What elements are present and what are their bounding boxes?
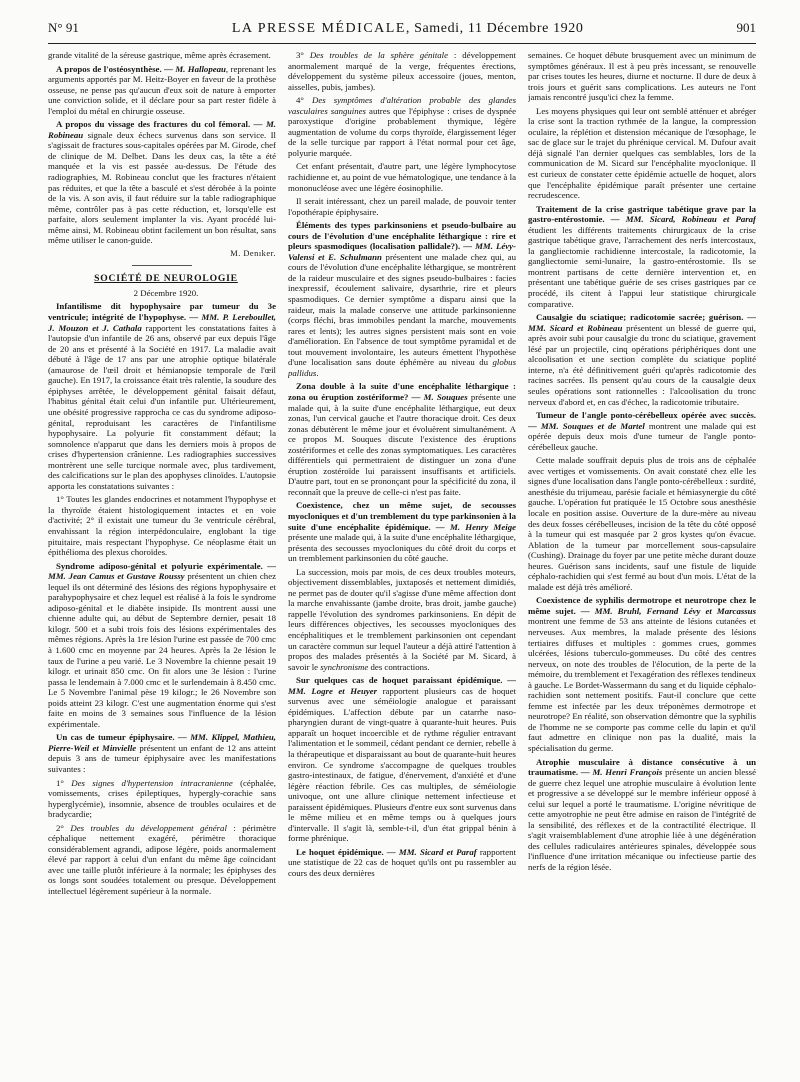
- report-title: Infantilisme dit hypophysaire par tumeur du 3e ventricule; intégrité de l'hypophyse.: [48, 301, 276, 323]
- report-body: rapportent plusieurs cas de hoquet survenus avec une séméiologie analogue et paraissant épidémiques. L'affection débute par un catarrhe naso-pharyngien durant de vingt-quatre à quarante-huit heures. Puis apparaît un hoquet incoercible et de rythme régulier entravant l'alimentation et le sommeil, cédant pendant ce dernier, rebelle à la thérapeutique et disparaissant au bout de quarante-huit heures environ. Ce syndrome s'accompagne de quelques troubles gastro-intestinaux, de fatigue, d'énervement, d'anxiété et d'une légère réaction fébrile. Ces cas multiples, de séméiologie univoque, ont une allure clinique nettement infectieuse et paraissent épidémiques. Plusieurs d'entre eux sont survenus dans le même milieu et en même temps ou à quelques jours d'intervalle. Il s'agit là, semble-t-il, d'un état grippal bénin à forme phrénique.: [288, 685, 516, 844]
- report-title: Syndrome adiposo-génital et polyurie expérimentale.: [56, 560, 263, 571]
- report-body: présente une malade qui, à la suite d'une encéphalite léthargique, eut deux zonas, l'un cervical gauche et l'autre thoracique droit. Ces deux zonas débutèrent le même jour et évoluèrent simultanément. A ce propos M. Souques discute l'existence des éruptions zostériformes et celle des zonas symptomatiques. Les caractères différentiels qui permettraient de distinguer un zona d'une éruption zostéroïde lui paraissent insuffisants et artificiels. D'autre part, tout en se prononçant pour la spécificité du zona, il reconnaît que la preuve de celle-ci n'est pas faite.: [288, 391, 516, 497]
- issue-date: , Samedi, 11 Décembre 1920: [405, 21, 584, 36]
- paragraph-text: La succession, mois par mois, de ces deux troubles moteurs, objectivement dissemblables, juxtaposés et nettement dimidiés, ne permet pas de douter qu'il s'agisse d'une même affection dont la marche envahissante (jambe droite, bras droit, jambe gauche) rappelle l'évolution des syndromes parkinsoniens. En dépit de leurs différences objectives, les secousses myocloniques des encéphalitiques et le tremblement parkinsonien ont cependant un caractère commun sur lequel l'auteur a déjà attiré l'attention à propos des malades présentés à la Société par M. Sicard, à savoir le: [288, 566, 516, 672]
- report-body: présentent un enfant de 12 ans atteint depuis 3 ans de tumeur épiphysaire avec les manifestations suivantes :: [48, 742, 276, 774]
- paragraph: 1° Toutes les glandes endocrines et notamment l'hypophyse et la thyroïde étaient histologiquement intactes et en voie d'activité; 2° il existait une tumeur du 3e ventricule cérébral, envahissant la région interpédonculaire, englobant la tige pituitaire, mais respectant l'hypophyse. Ce néoplasme était un épithélioma des plexus choroïdes.: [48, 494, 276, 558]
- report-body: montrent une malade qui est opérée depuis deux mois d'une tumeur de l'angle ponto-cérébelleux gauche.: [528, 420, 756, 452]
- report-adiposo-genital: [48, 561, 276, 730]
- report-title: Causalgie du sciatique; radicotomie sacrée; guérison.: [536, 312, 744, 323]
- report-author: — MM. Sicard et Paraf: [383, 846, 477, 857]
- report-body: rapportent une statistique de 22 cas de hoquet qu'ils ont pu rassembler au cours des deux dernières: [288, 846, 516, 879]
- section-date: 2 Décembre 1920.: [133, 287, 199, 298]
- report-body: présentent un blessé de guerre qui, après avoir subi pour causalgie du tronc du sciatique, gravement lésé par un projectile, cinq opérations périphériques dont une alcoolisation et une section complète du sciatique poplité interne, n'a été définitivement guéri qu'après radicotomie des racines sacrées. Ils pensent qu'au cours de la causalgie deux seules opérations sont rationnelles : l'alcoolisation du tronc nerveux d'abord et, en cas d'échec, la radicotomie tributaire.: [528, 322, 756, 407]
- paragraph-end: des contractions.: [368, 661, 430, 672]
- column-2: [288, 50, 516, 1072]
- issue-number: N° 91: [48, 20, 79, 35]
- report-causalgie: [528, 312, 756, 407]
- report-body: rapportent les constatations faites à l'autopsie d'un infantile de 26 ans, observé par eux depuis l'âge de 20 ans et présenté à la Société en 1917. La maladie avait débuté à l'âge de 17 ans par une atrophie optique bilatérale (amaurose de l'œil droit et hémianopsie temporale de l'œil gauche). En 1917, la croissance était très ralentie, la soudure des épiphyses arrêtée, le développement génital faisait défaut, l'habitus génital était celui d'un infantile pur. Ultérieurement, une obésité progressive rapprocha ce cas du syndrome adiposo-génital, reproduisant les caractères de l'infantilisme hypophysaire. La polyurie fit constamment défaut; la somnolence n'apparut que dans les derniers mois à propos de crises d'hypertension crânienne. Les radiographies successives montrèrent une selle turcique normale avec, plus tardivement, des calcifications sur le plan des apophyses clinoïdes. L'autopsie apporta les constatations suivantes :: [48, 322, 276, 491]
- list-text: : développement anormalement marqué de la verge, fréquentes érections, développement du système pileux accessoire (joues, menton, aisselles, pubis, jambes).: [288, 50, 516, 92]
- section-divider: [132, 265, 192, 266]
- report-body: présentent une malade chez qui, au cours de l'évolution d'une encéphalite léthargique, se montrèrent de la raideur musculaire et des signes pseudo-bulbaires : facies inexpressif, écoulement salivaire, dysarthrie, rire et pleurs spasmodiques. Ce dernier symptôme a disparu ainsi que la raideur, mais la malade conserve une attitude parkinsonienne (corps fléchi, bras immobiles pendant la marche, mouvements rares et lents); les autres signes persistent mais sont en voie d'amélioration. En l'absence de tout symptôme pyramidal et de tout mouvement involontaire, les auteurs émettent l'hypothèse d'une localisation sans doute éphémère au niveau du: [288, 251, 516, 368]
- report-author: — M. Henri François: [578, 767, 663, 778]
- report-tumeur-angle: [528, 410, 756, 452]
- list-number: 4°: [296, 95, 312, 106]
- signature: M. Denıker.: [230, 248, 276, 258]
- report-body: , reprenant les arguments apportés par M. Heitz-Boyer en faveur de la prothèse osseuse, ne pense pas qu'aucun d'eux soit de nature à emporter une conviction solide, et il déclare pour sa part rester fidèle à l'emploi du métal en chirurgie osseuse.: [48, 63, 276, 116]
- report-zona: [288, 381, 516, 497]
- list-text: autres que l'épiphyse : crises de dyspnée paroxystique d'origine probablement thymique, légère augmentation de volume du corps thyroïde, élargissement léger de la selle turcique par rapport à l'état normal pour cet âge, polyurie marquée.: [288, 105, 516, 158]
- report-author: — MM. Souques et de Martel: [528, 420, 645, 431]
- list-number: 2°: [56, 822, 71, 833]
- report-atrophie: [528, 757, 756, 873]
- list-number: 1°: [56, 777, 72, 788]
- report-body: présente un ancien blessé de guerre chez lequel une atrophie musculaire à évolution lente et progressive a se développé sur le membre inférieur opposé à celui sur lequel a porté le traumatisme. L'origine névritique de cette amyotrophie ne peut être admise en raison de l'intégrité de la sensibilité, des réflexes et de la contractilité électrique. Il s'agit vraisemblablement d'une atrophie liée à une dégénération des cellules radiculaires antérieures spinales, développée sous l'influence d'une irritation mécanique ou infectieuse partie des nerfs de la région lésée.: [528, 767, 756, 873]
- report-title: Tumeur de l'angle ponto-cérébelleux opérée avec succès.: [536, 410, 756, 421]
- report-end: .: [316, 367, 319, 378]
- report-author: — MM. Jean Camus et Gustave Roussy: [48, 560, 276, 582]
- report-title: Le hoquet épidémique.: [296, 846, 384, 857]
- report-title: Éléments des types parkinsoniens et pseudo-bulbaire au cours de l'évolution d'une encéphalite léthargique : rire et pleurs spasmodiques (localisation pallidale?).: [288, 220, 516, 252]
- report-author: — MM. Sicard, Robineau et Paraf: [604, 214, 756, 225]
- journal-title-line: [232, 21, 584, 37]
- report-hoquet-epidemique: [288, 847, 516, 879]
- report-term: globus pallidus: [288, 357, 516, 378]
- paragraph: semaines. Ce hoquet débute brusquement avec un minimum de symptômes généraux. Il est à peu près incessant, se renouvelle par crises toutes les heures, diurne et nocturne. Il dure de deux à trois jours et guérit sans complications. Les auteurs ne l'ont jamais rencontré jusqu'ici chez la femme.: [528, 50, 756, 103]
- paragraph: grande vitalité de la séreuse gastrique, même après écrasement.: [48, 50, 271, 60]
- report-hoquet: [288, 675, 516, 844]
- report-title: Atrophie musculaire à distance consécutive à un traumatisme.: [528, 756, 756, 778]
- report-myocloniques: [288, 500, 516, 563]
- header-rule: [48, 43, 756, 44]
- list-text: (céphalée, vomissements, crises épileptiques, hypergly-corachie sans hyperglycémie), insomnie, absence de troubles oculaires et de bradycardie;: [48, 777, 276, 820]
- paragraph: Il serait intéressant, chez un pareil malade, de pouvoir tenter l'opothérapie épiphysaire.: [288, 196, 516, 217]
- report-title: Traitement de la crise gastrique tabétique grave par la gastro-entérostomie.: [528, 203, 756, 225]
- report-author: — MM. Klippel, Mathieu, Pierre-Weil et Minvielle: [48, 732, 276, 753]
- report-osteosynthese: [48, 64, 276, 117]
- report-author: — M. Souques: [408, 391, 468, 402]
- report-title: A propos du vissage des fractures du col fémoral.: [56, 119, 251, 130]
- list-item: [48, 778, 276, 820]
- running-header: [48, 20, 756, 40]
- list-text: : périmètre céphalique nettement exagéré, périmètre thoracique considérablement agrandi, adipose légère, poids anormalement élevé par rapport à celui d'un enfant du même âge coïncidant avec une taille plutôt inférieure à la normale; les épiphyses des os longs sont soudées totalement ou presque. Développement intellectuel légèrement supérieur à la normale.: [48, 822, 276, 897]
- report-title: A propos de l'ostéosynthèse.: [56, 63, 162, 74]
- paragraph: Les moyens physiques qui leur ont semblé atténuer et abréger la crise sont la traction rythmée de la langue, la compression oculaire, la réplétion et distension mécanique de l'œsophage, le sac de glace sur le trajet du phrénique cervical. M. Dufour avait déjà signalé l'an dernier quelques cas semblables, lors de la communication de M. Sicard sur l'encéphalite myoclonique. Il est curieux de constater cette épidémie actuelle de hoquet, alors que l'encéphalite épidémique paraît présenter une certaine recrudescence.: [528, 105, 756, 201]
- journal-title: LA PRESSE MÉDICALE: [231, 21, 406, 36]
- list-item: [288, 50, 516, 92]
- list-item: [48, 823, 276, 897]
- report-author: — MM. Sicard et Robineau: [528, 312, 756, 333]
- report-author: — MM. Lévy-Valensi et E. Schulmann: [288, 241, 516, 262]
- paragraph: [288, 567, 516, 672]
- paragraph: Cet enfant présentait, d'autre part, une légère lymphocytose rachidienne et, au point de vue hématologique, une tendance à la mononucléose avec une légère éosinophilie.: [288, 161, 516, 193]
- report-author: — M. Hallopeau: [161, 63, 226, 74]
- list-item: [288, 95, 516, 158]
- report-body: montrent une femme de 53 ans atteinte de lésions cutanées et nerveuses. Aux membres, la malade présente des lésions tertiaires diffuses et multiples : gommes crues, gommes ulcérées, lésions tuberculo-gommeuses. Du côté des centres nerveux, on note des troubles de l'élocution, de la perte de la mémoire, du tremblement et l'exagération des réflexes tendineux à gauche. Le Bordet-Wassermann du sang et du liquide céphalo-rachidien sont nettement positifs. Faut-il conclure que cette femme est infectée par les deux tréponèmes dermotrope et neurotrope? En réalité, son observation démontre que la syphilis de l'homme ne se comporte pas comme celle du lapin et qu'il faut admettre en clinique non pas la dualité, mais la spécialisation du germe.: [528, 616, 756, 753]
- report-vissage: [48, 119, 276, 246]
- report-author: — MM. P. Lereboullet, J. Mouzon et J. Cathala: [48, 312, 276, 333]
- report-title: Zona double à la suite d'une encéphalite léthargique : zona ou éruption zostériforme?: [288, 381, 516, 402]
- article-columns: [48, 50, 756, 1072]
- report-title: Coexistence, chez un même sujet, de secousses myocloniques et d'un tremblement du type parkinsonien à la suite d'une encéphalite épidémique.: [288, 500, 516, 532]
- list-heading: Des troubles de la sphère génitale: [309, 50, 449, 60]
- report-infantilisme: [48, 301, 276, 491]
- report-syphilis: [528, 595, 756, 753]
- paragraph-term: synchronisme: [320, 661, 369, 672]
- report-body: signale deux échecs survenus dans son service. Il s'agissait de fractures sous-capitales opérées par M. Girode, chef de clinique de M. Delbet. Dans les deux cas, la tête a été manquée et la vis est passée au-dessus. De l'étude des radiographies, M. Robineau conclut que les fractures n'étaient pas réduites, et que la tête a basculé et s'est dérobée à la pointe de la vis. A son avis, il faut réduire sur la table radiographique même, contrôler pas à pas cette réduction, et, lorsqu'elle est parfaite, alors seulement implanter la vis. Ayant procédé lui-même ainsi, M. Robineau obtint facilement un bon résultat, sans même utiliser le canon-guide.: [48, 129, 276, 246]
- report-author: — M. Henry Meige: [430, 521, 516, 532]
- report-crise-gastrique: [528, 204, 756, 309]
- paragraph: Cette malade souffrait depuis plus de trois ans de céphalée avec vertiges et vomissements. On avait constaté chez elle les signes d'une localisation dans l'angle ponto-cérébelleux : surdité, anesthésie du trijumeau, parésie faciale et hémiasynergie du côté gauche. L'opération fut pratiquée le 15 Octobre sous anesthésie locale en position assise. Ouverture de la dure-mère au niveau des deux fosses cérébelleuses, incision de la tête du côté opposé à la tumeur qui est masquée par 2 gros kystes qu'on évacue. Ablation de la tumeur par morcellement sous-capsulaire (Cushing). Drainage du foyer par une petite mèche durant douze heures. Guérison sans incidents, sauf une fistule de liquide céphalo-rachidien qui s'est fermé au bout d'un mois. L'état de la malade est déjà très amélioré.: [528, 455, 756, 592]
- list-number: 3°: [296, 50, 310, 60]
- report-title: Sur quelques cas de hoquet paraissant épidémique.: [296, 675, 503, 686]
- list-heading: Des symptômes d'altération probable des glandes vasculaires sanguines: [288, 95, 516, 116]
- report-title: Un cas de tumeur épiphysaire.: [56, 732, 175, 743]
- report-tumeur-epiphysaire: [48, 732, 276, 774]
- report-title: Coexistence de syphilis dermotrope et neurotrope chez le même sujet.: [528, 595, 756, 616]
- report-author: — MM. Logre et Heuyer: [288, 675, 516, 696]
- report-author: — M. Robineau: [48, 119, 276, 140]
- report-body: étudient les différents traitements chirurgicaux de la crise gastrique tabétique grave, l'arrachement des nerfs intercostaux, la gangliectomie rachidienne intercostale, la radicotomie, la gangliectomie semi-lunaire, la gastro-entérostomie. Ils se montrent partisans de cette dernière intervention et, en présentant une tabétique guérie de ses crises gastriques par ce procédé, ils citent à l'appui leur statistique chirurgicale comparative.: [528, 224, 756, 309]
- column-1: [48, 50, 276, 1072]
- report-body: présentent un chien chez lequel ils ont déterminé des lésions des régions hypophysaire et parahypophysaire et chez lequel est réalisé à la fois le syndrome adiposo-génital et le diabète insipide. Ils montrent aussi une chienne adulte qui, au début de Septembre dernier, pesait 18 kilogr. 500 et a subi trois fois des lésions expérimentales des mêmes régions. Après la 1re lésion l'urine est passée de 700 cmc à 1.600 cmc en moyenne par 24 heures. Après la 2e lésion le taux de l'urine a peu varié. Le 3 Novembre la chienne pesait 19 kilogr. et urinait 850 cmc. On fit alors une 3e lésion : l'urine passa le lendemain à 7.000 cmc et le surlendemain à 8.450 cmc. Le 5 Novembre l'animal pèse 19 kilogr.; le 26 Novembre son poids atteint 23 kilogr. C'est une augmentation énorme qui s'est faite en moins de 3 semaines sous l'influence de la lésion expérimentale.: [48, 571, 276, 729]
- list-heading: Des troubles du développement général: [70, 822, 227, 833]
- report-author: — MM. Bruhl, Fernand Lévy et Marcassus: [575, 605, 756, 616]
- report-body: présente une malade qui, à la suite d'une encéphalite léthargique, présenta des secousses myocloniques du côté droit du corps et un tremblement parkinsonien du côté gauche.: [288, 532, 516, 564]
- section-title: SOCIÉTÉ DE NEUROLOGIE: [94, 273, 238, 285]
- report-parkinsoniens: [288, 220, 516, 378]
- page-number: 901: [736, 20, 756, 35]
- list-heading: Des signes d'hypertension intracranienne: [71, 777, 233, 788]
- column-3: [528, 50, 756, 1072]
